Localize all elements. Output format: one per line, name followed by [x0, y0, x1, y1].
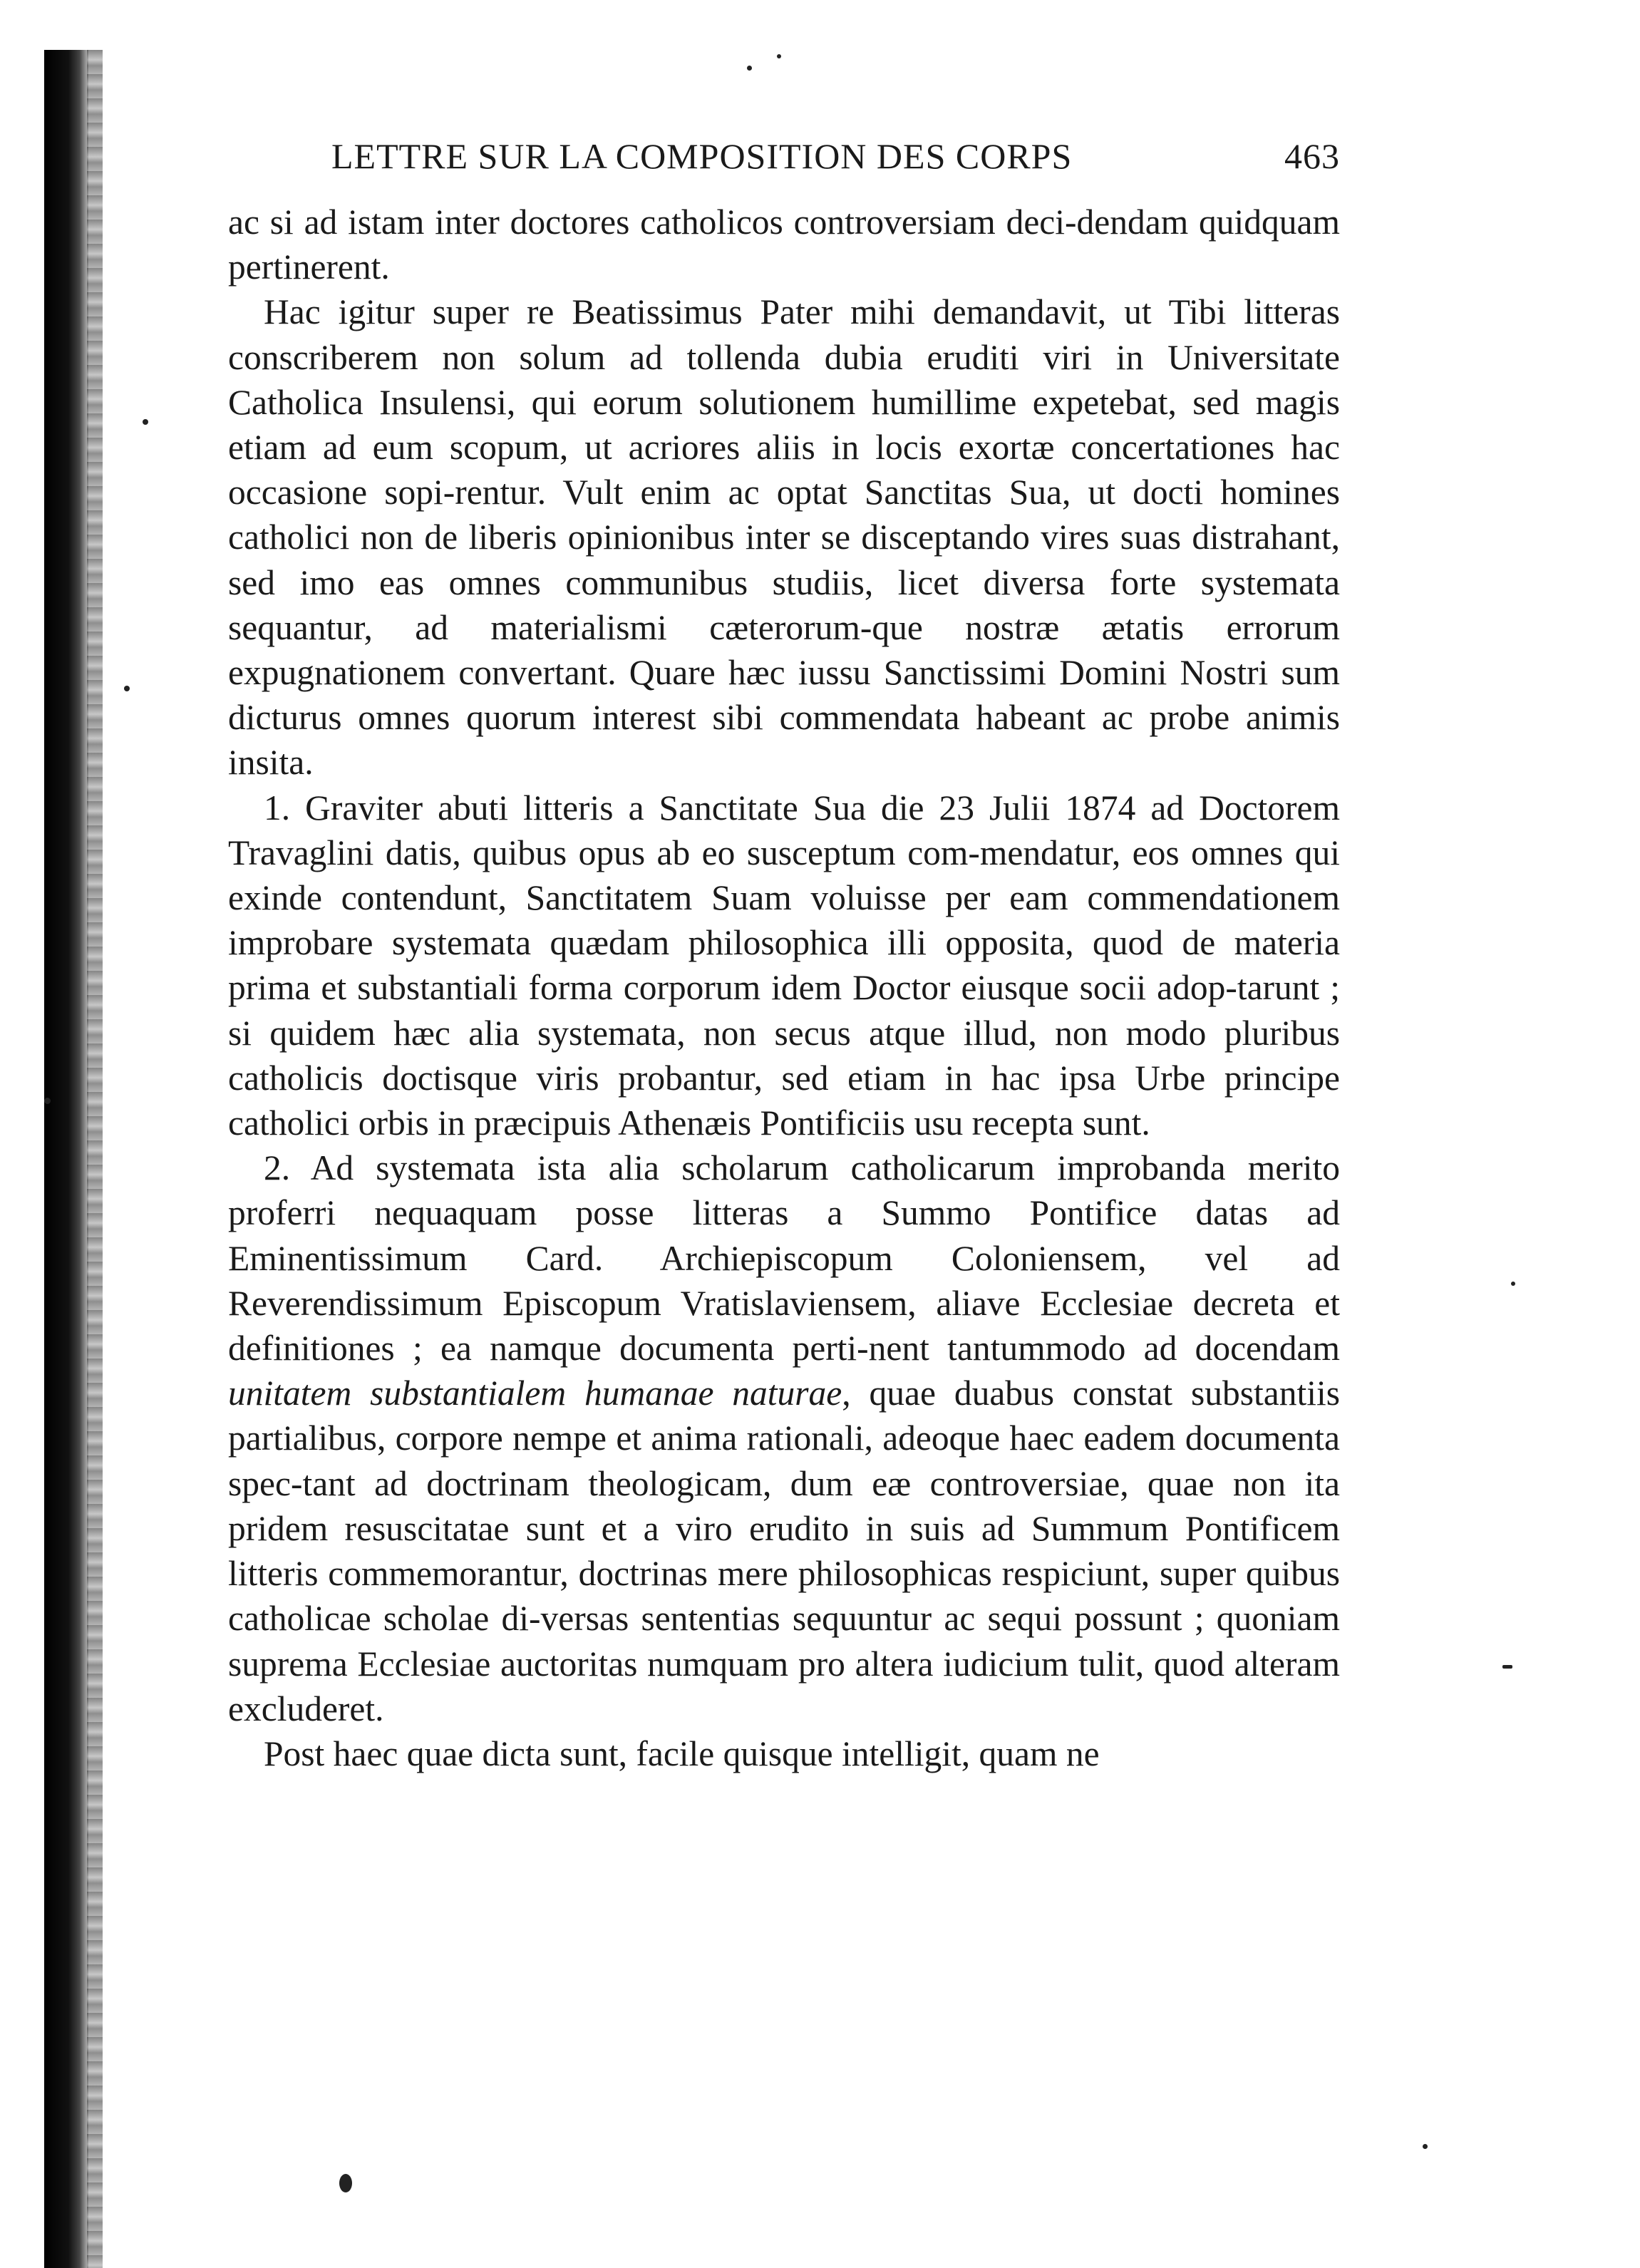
print-speck [44, 1098, 51, 1104]
print-speck [1423, 2144, 1428, 2149]
print-speck [1511, 1282, 1515, 1286]
text-run: 1. Graviter abuti litteris a Sanctitate Sua die 23 Julii 1874 ad Doctorem Travaglini datis, quibus opus ab eo susceptum com-mendatur, eos omnes qui exinde contendunt, Sanctitatem Suam voluisse per eam commendationem improbare systemata quædam philosophica illi opposita, quod de materia prima et substantiali forma corporum idem Doctor eiusque socii adop-tarunt ; si quidem hæc alia systemata, non secus atque illud, non modo pluribus catholicis doctisque viris probantur, sed etiam in hac ipsa Urbe principe catholici orbis in præcipuis Athenæis Pontificiis usu recepta sunt. [228, 788, 1340, 1143]
text-run: ac si ad istam inter doctores catholicos controversiam deci-dendam quidquam pertinerent. [228, 202, 1340, 287]
page-number: 463 [1284, 136, 1340, 176]
paragraph [228, 1145, 1340, 1731]
print-speck [777, 54, 781, 58]
book-page [228, 121, 1340, 1776]
body-text [228, 200, 1340, 1776]
running-header [228, 121, 1340, 200]
paragraph [228, 289, 1340, 785]
book-binding-edge [44, 50, 88, 2268]
text-run: , quae duabus constat substantiis partialibus, corpore nempe et anima rationali, adeoque haec eadem documenta spec-tant ad doctrinam theologicam, dum eæ controversiae, quae non ita pridem resuscitatae sunt et a viro erudito in suis ad Summum Pontificem litteris commemorantur, doctrinas mere philosophicas respiciunt, super quibus catholicae scholae di-versas sententias sequuntur ac sequi possunt ; quoniam suprema Ecclesiae auctoritas numquam pro altera iudicium tulit, quod alteram excluderet. [228, 1373, 1341, 1728]
print-speck [143, 419, 148, 425]
text-run: Post haec quae dicta sunt, facile quisque intelligit, quam ne [264, 1733, 1100, 1773]
text-run: 2. Ad systemata ista alia scholarum catholicarum improbanda merito proferri nequaquam posse litteras a Summo Pontifice datas ad Eminentissimum Card. Archiepiscopum Coloniensem, vel ad Reverendissimum Episcopum Vratislaviensem, aliave Ecclesiae decreta et definitiones ; ea namque documenta perti-nent tantummodo ad docendam [228, 1148, 1340, 1368]
paragraph [228, 1731, 1340, 1776]
text-run: Hac igitur super re Beatissimus Pater mihi demandavit, ut Tibi litteras conscriberem non solum ad tollenda dubia eruditi viri in Universitate Catholica Insulensi, qui eorum solutionem humillime expetebat, sed magis etiam ad eum scopum, ut acriores aliis in locis exortæ concertationes hac occasione sopi-rentur. Vult enim ac optat Sanctitas Sua, ut docti homines catholici non de liberis opinionibus inter se disceptando vires suas distrahant, sed imo eas omnes communibus studiis, licet diversa forte systemata sequantur, ad materialismi cæterorum-que nostræ ætatis errorum expugnationem convertant. Quare hæc iussu Sanctissimi Domini Nostri sum dicturus omnes quorum interest sibi commendata habeant ac probe animis insita. [228, 292, 1340, 783]
paragraph [228, 785, 1340, 1146]
print-speck [1502, 1665, 1512, 1669]
print-speck [747, 66, 752, 71]
italic-phrase: unitatem substantialem humanae naturae [228, 1373, 842, 1413]
paragraph [228, 200, 1340, 289]
print-speck [124, 686, 130, 691]
print-speck [339, 2174, 352, 2192]
running-title: LETTRE SUR LA COMPOSITION DES CORPS [331, 136, 1073, 176]
